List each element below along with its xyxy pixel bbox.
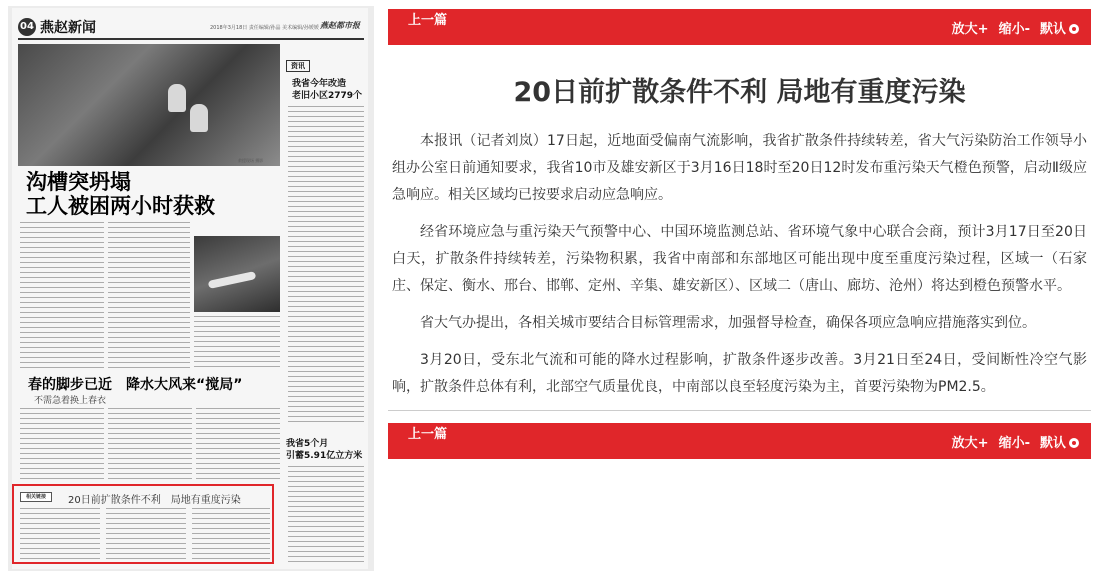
pipe-figure (208, 271, 257, 289)
article-title: 20日前扩散条件不利 局地有重度污染 (513, 77, 966, 108)
headline-line: 我省5个月 (286, 439, 329, 449)
reset-icon (1069, 438, 1079, 448)
article-column[interactable] (196, 408, 280, 480)
article-headline-weather[interactable]: 春的脚步已近 降水大风来“搅局” (28, 377, 243, 393)
zoom-in-button[interactable]: 放大+ (951, 435, 989, 451)
headline-line: 引蓄5.91亿立方米 (286, 451, 363, 461)
article-paragraph: 经省环境应急与重污染天气预警中心、中国环境监测总站、省环境气象中心联合会商，预计3月17日至20日白天，扩散条件持续转差，污染物积累，我省中南部和东部地区可能出现中度至重度污染过程，区域一（石家庄、保定、衡水、邢台、邯郸、定州、辛集、雄安新区）、区域二（唐山、廊坊、沧州）将达到橙色预警水平。 (392, 224, 1087, 294)
newspaper-page-thumbnail[interactable] (8, 6, 374, 571)
news-photo-rescue[interactable] (18, 44, 280, 166)
headline-line: 老旧小区2779个 (292, 91, 363, 101)
article-column (20, 508, 100, 560)
section-name: 燕赵新闻 (40, 20, 96, 36)
reset-size-button[interactable] (1040, 432, 1079, 451)
article-body (388, 128, 1091, 411)
previous-article-link[interactable]: 上一篇 (408, 13, 448, 28)
side-headline-housing[interactable] (292, 78, 362, 102)
article-paragraph: 3月20日，受东北气流和可能的降水过程影响，扩散条件逐步改善。3月21日至24日，受间断性冷空气影响，扩散条件总体有利，北部空气质量优良，中南部以良至轻度污染为主，首要污染物为PM2.5。 (392, 352, 1087, 395)
selected-article-highlight[interactable] (12, 484, 274, 564)
reset-size-button[interactable] (1040, 18, 1079, 37)
newspaper-brand: 燕赵都市报 (320, 20, 360, 30)
rescuer-figure (190, 104, 208, 132)
headline-line: 沟槽突坍塌 (26, 170, 131, 194)
headline-line: 我省今年改造 (292, 79, 347, 89)
article-column[interactable] (194, 316, 280, 368)
newspaper-page (12, 8, 368, 569)
article-toolbar-bottom (388, 423, 1091, 459)
reset-icon (1069, 24, 1079, 34)
newspaper-masthead (18, 14, 364, 40)
news-brief-label: 资讯 (286, 60, 310, 72)
reset-size-label: 默认 (1039, 435, 1066, 451)
article-column (192, 508, 270, 560)
news-photo-pipe[interactable] (194, 236, 280, 312)
related-link-tag: 相关链接 (20, 492, 52, 502)
font-size-controls (952, 423, 1079, 459)
font-size-controls (952, 9, 1079, 45)
article-column[interactable] (20, 222, 104, 368)
side-headline-water[interactable] (286, 438, 362, 462)
article-column[interactable] (108, 408, 192, 480)
article-column[interactable] (108, 222, 190, 368)
article-divider (388, 410, 1091, 411)
masthead-meta: 2018年3月18日 责任编辑/孙晶 美术编辑/孙媛媛 (210, 25, 319, 31)
previous-article-link[interactable]: 上一篇 (408, 427, 448, 442)
page-number: 04 (18, 18, 36, 36)
article-paragraph: 本报讯（记者刘岚）17日起，近地面受偏南气流影响，我省扩散条件持续转差，省大气污染防治工作领导小组办公室日前通知要求，我省10市及雄安新区于3月16日18时至20日12时发布重污染天气橙色预警，启动Ⅱ级应急响应。相关区域均已按要求启动应急响应。 (392, 133, 1087, 203)
article-subheadline-weather: 不需急着换上春衣 (34, 396, 107, 406)
article-headline-collapse[interactable] (26, 170, 215, 218)
zoom-out-button[interactable]: 缩小- (998, 435, 1030, 451)
article-column[interactable] (288, 466, 364, 562)
article-column[interactable] (20, 408, 104, 480)
article-column (106, 508, 186, 560)
selected-article-title: 20日前扩散条件不利 局地有重度污染 (68, 495, 241, 506)
article-paragraph: 省大气办提出，各相关城市要结合目标管理需求，加强督导检查，确保各项应急响应措施落实到位。 (420, 315, 1036, 331)
zoom-in-button[interactable]: 放大+ (951, 21, 989, 37)
headline-line: 工人被困两小时获救 (26, 194, 215, 218)
article-toolbar-top (388, 9, 1091, 45)
reset-size-label: 默认 (1039, 21, 1066, 37)
zoom-out-button[interactable]: 缩小- (998, 21, 1030, 37)
rescuer-figure (168, 84, 186, 112)
article-column[interactable] (288, 106, 364, 426)
photo-caption: 救援现场 摄影 (238, 158, 264, 163)
